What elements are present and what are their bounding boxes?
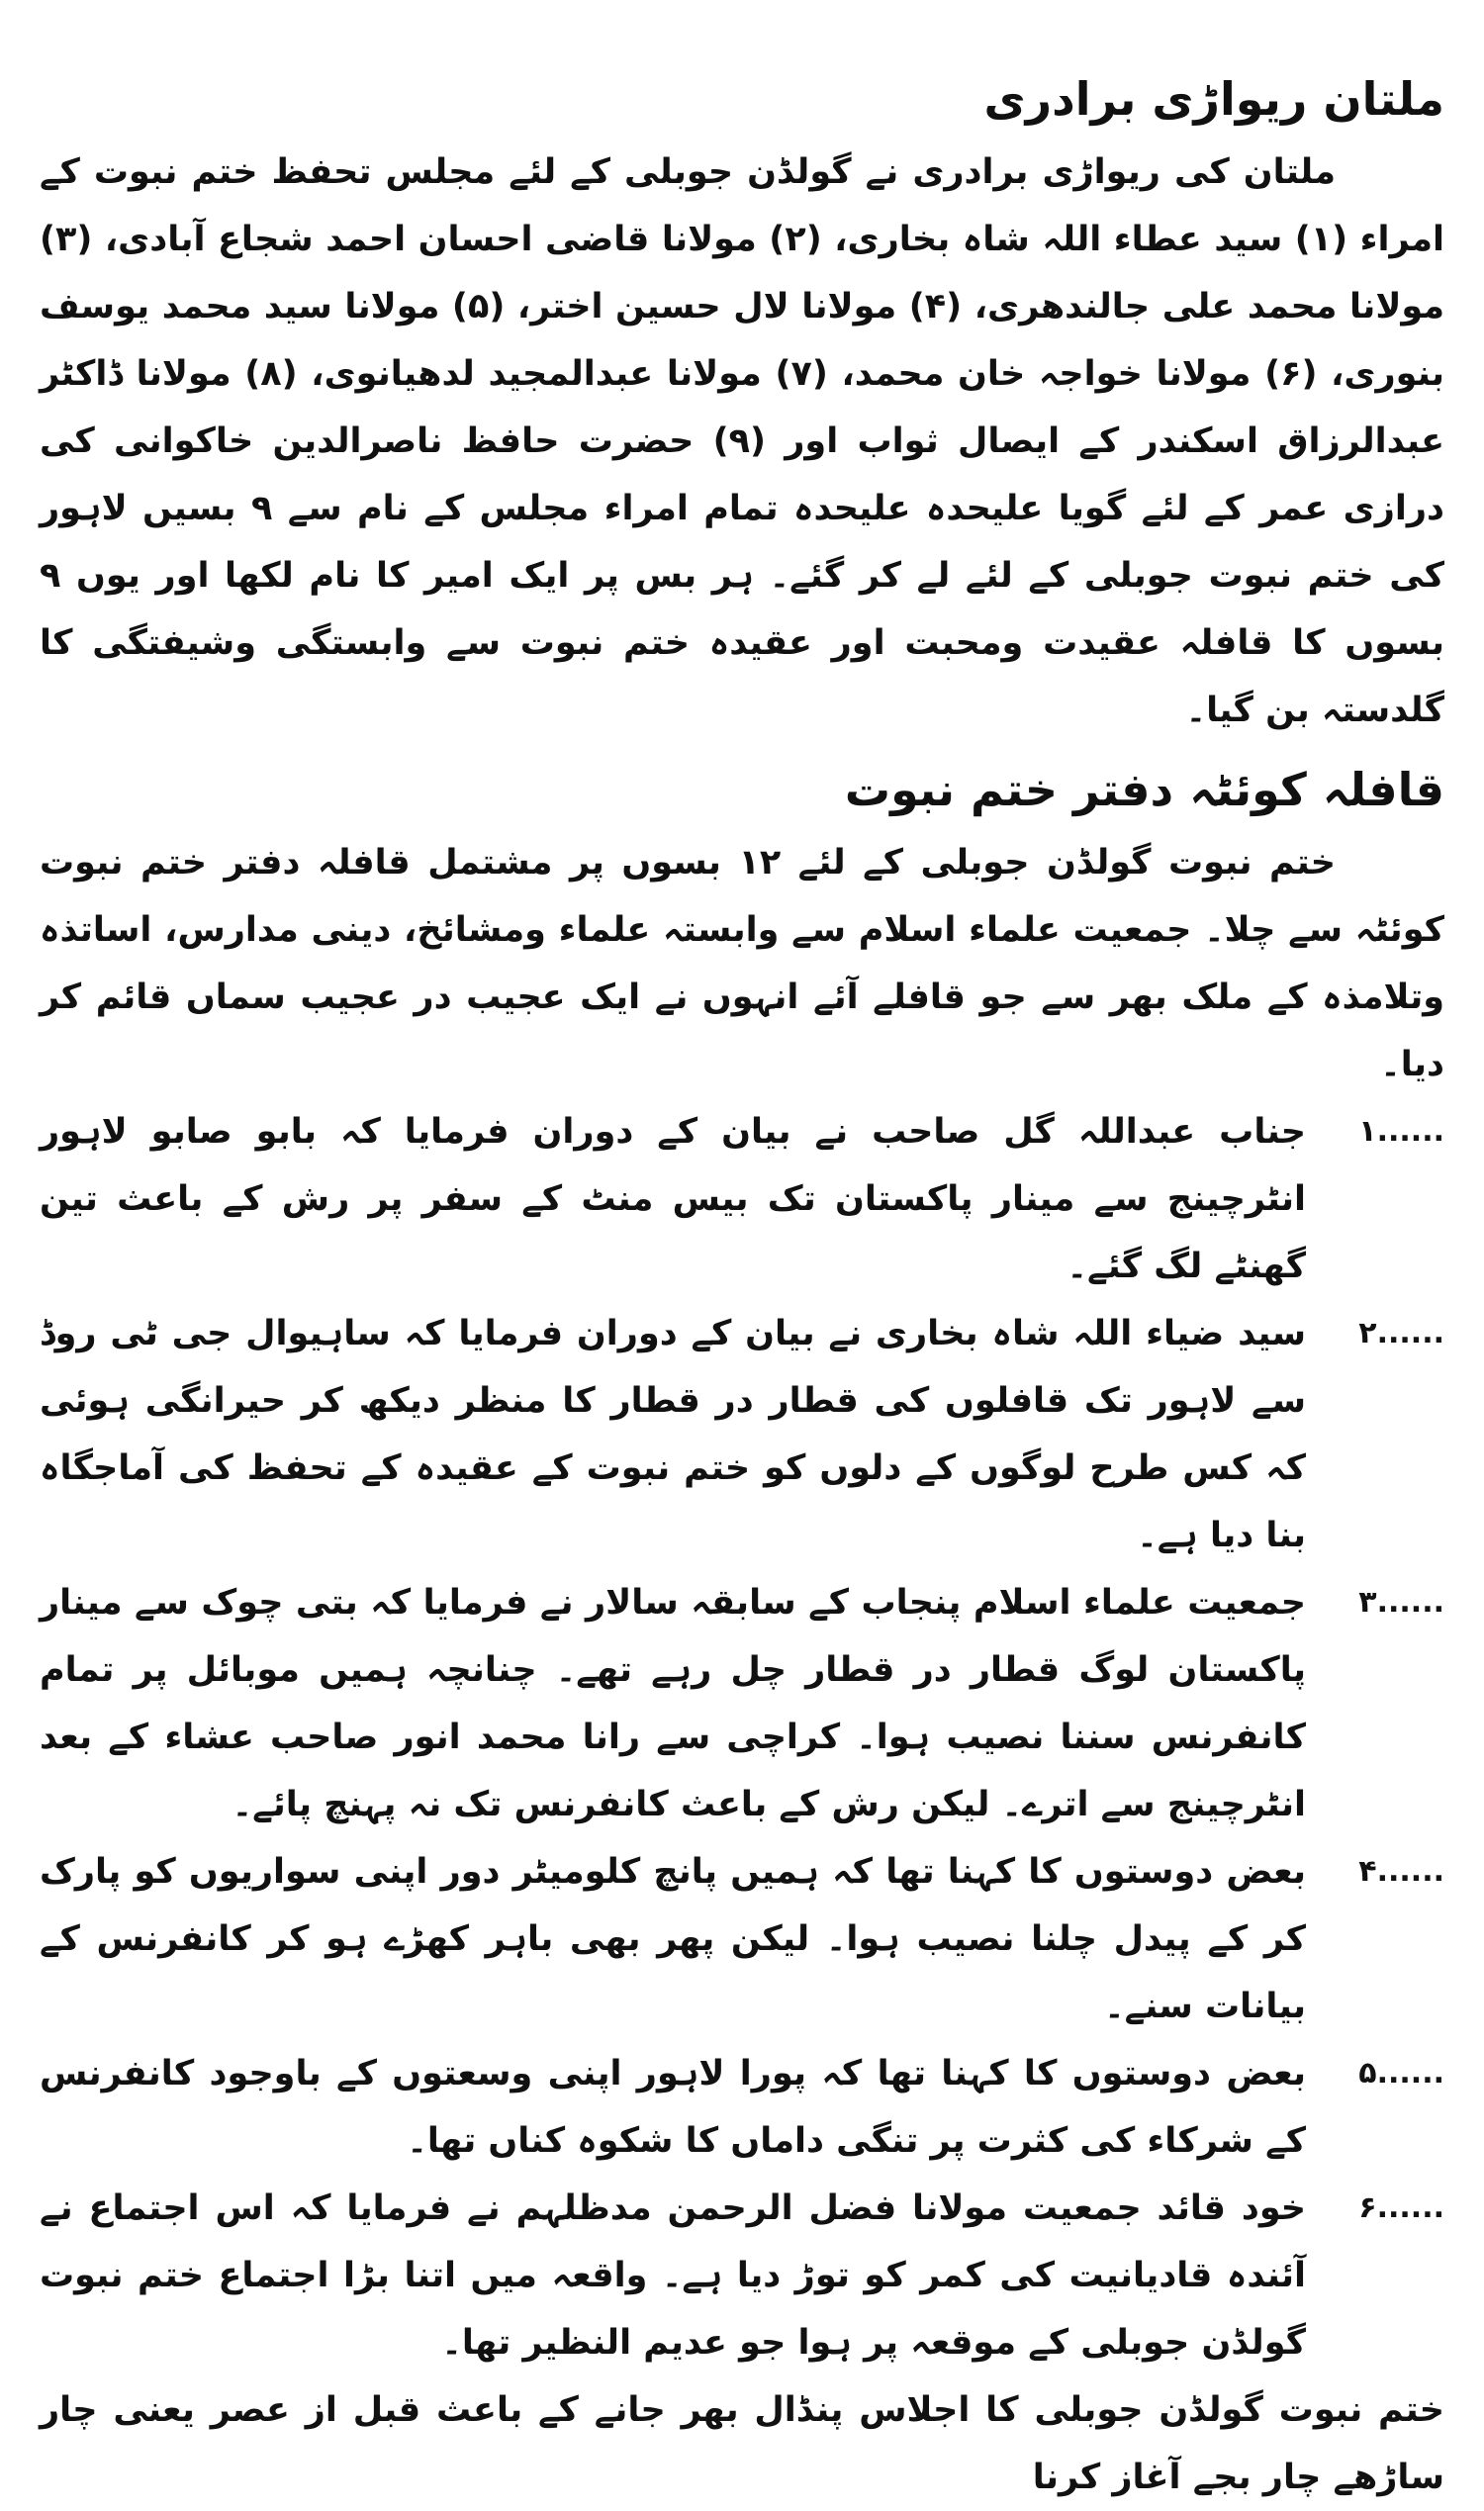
paragraph-multan: ملتان کی ریواڑی برادری نے گولڈن جوبلی کے لئے مجلس تحفظ ختم نبوت کے امراء (۱) سید عطاء اللہ شاہ بخاری، (۲) مولانا قاضی احسان احمد شجاع آبادی، (۳) مولانا محمد علی جالندھری، (۴) مولانا لال حسین اختر، (۵) مولانا سید محمد یوسف بنوری، (۶) مولانا خواجہ خان محمد، (۷) مولانا عبدالمجید لدھیانوی، (۸) مولانا ڈاکٹر عبدالرزاق اسکندر کے ایصال ثواب اور (۹) حضرت حافظ ناصرالدین خاکوانی کی درازی عمر کے لئے گویا علیحدہ علیحدہ تمام امراء مجلس کے نام سے ۹ بسیں لاہور کی ختم نبوت جوبلی کے لئے لے کر گئے۔ ہر بس پر ایک امیر کا نام لکھا اور یوں ۹ بسوں کا قافلہ عقیدت ومحبت اور عقیدہ ختم نبوت سے وابستگی وشیفتگی کا گلدستہ بن گیا۔ bbox=[40, 152, 1444, 730]
list-item bbox=[40, 2175, 1444, 2376]
list-item bbox=[40, 2040, 1444, 2175]
numbered-list bbox=[40, 1098, 1444, 2376]
list-item-text: بعض دوستوں کا کہنا تھا کہ پورا لاہور اپنی وسعتوں کے باوجود کانفرنس کے شرکاء کی کثرت پر تنگی داماں کا شکوہ کناں تھا۔ bbox=[40, 2054, 1306, 2161]
list-item bbox=[40, 1098, 1444, 1300]
list-item-text: خود قائد جمعیت مولانا فضل الرحمن مدظلہم نے فرمایا کہ اس اجتماع نے آئندہ قادیانیت کی کمر کو توڑ دیا ہے۔ واقعہ میں اتنا بڑا اجتماع ختم نبوت گولڈن جوبلی کے موقعہ پر ہوا جو عدیم النظیر تھا۔ bbox=[40, 2188, 1306, 2363]
list-item-number: ۳...... bbox=[1358, 1585, 1444, 1620]
list-item-number: ۴...... bbox=[1358, 1854, 1444, 1889]
closing-paragraph: ختم نبوت گولڈن جوبلی کا اجلاس پنڈال بھر جانے کے باعث قبل از عصر یعنی چار ساڑھے چار بجے آغاز کرنا bbox=[40, 2390, 1444, 2497]
list-item bbox=[40, 1569, 1444, 1838]
list-item-number: ۲...... bbox=[1358, 1316, 1444, 1350]
list-item-text: جمعیت علماء اسلام پنجاب کے سابقہ سالار نے فرمایا کہ بتی چوک سے مینار پاکستان لوگ قطار در قطار چل رہے تھے۔ چنانچہ ہمیں موبائل پر تمام کانفرنس سننا نصیب ہوا۔ کراچی سے رانا محمد انور صاحب عشاء کے بعد انٹرچینج سے اترے۔ لیکن رش کے باعث کانفرنس تک نہ پہنچ پائے۔ bbox=[40, 1583, 1306, 1824]
section-heading-quetta: قافلہ کوئٹہ دفتر ختم نبوت bbox=[844, 763, 1444, 816]
list-item bbox=[40, 1300, 1444, 1569]
list-item-number: ۱...... bbox=[1358, 1114, 1444, 1149]
list-item bbox=[40, 1838, 1444, 2040]
list-item-text: جناب عبداللہ گل صاحب نے بیان کے دوران فرمایا کہ بابو صابو لاہور انٹرچینج سے مینار پاکستان تک بیس منٹ کے سفر پر رش کے باعث تین گھنٹے لگ گئے۔ bbox=[40, 1112, 1306, 1286]
section-heading-multan: ملتان ریواڑی برادری bbox=[983, 72, 1444, 126]
list-item-text: سید ضیاء اللہ شاہ بخاری نے بیان کے دوران فرمایا کہ ساہیوال جی ٹی روڈ سے لاہور تک قافلوں کی قطار در قطار کا منظر دیکھ کر حیرانگی ہوئی کہ کس طرح لوگوں کے دلوں کو ختم نبوت کے عقیدہ کے تحفظ کی آماجگاہ بنا دیا ہے۔ bbox=[40, 1314, 1306, 1555]
list-item-number: ۶...... bbox=[1358, 2190, 1444, 2225]
paragraph-quetta: ختم نبوت گولڈن جوبلی کے لئے ۱۲ بسوں پر مشتمل قافلہ دفتر ختم نبوت کوئٹہ سے چلا۔ جمعیت علماء اسلام سے وابستہ علماء ومشائخ، دینی مدارس، اساتذہ وتلامذہ کے ملک بھر سے جو قافلے آئے انہوں نے ایک عجیب در عجیب سماں قائم کر دیا۔ bbox=[40, 843, 1444, 1084]
list-item-text: بعض دوستوں کا کہنا تھا کہ ہمیں پانچ کلومیٹر دور اپنی سواریوں کو پارک کر کے پیدل چلنا نصیب ہوا۔ لیکن پھر بھی باہر کھڑے ہو کر کانفرنس کے بیانات سنے۔ bbox=[40, 1852, 1306, 2026]
list-item-number: ۵...... bbox=[1358, 2056, 1444, 2091]
